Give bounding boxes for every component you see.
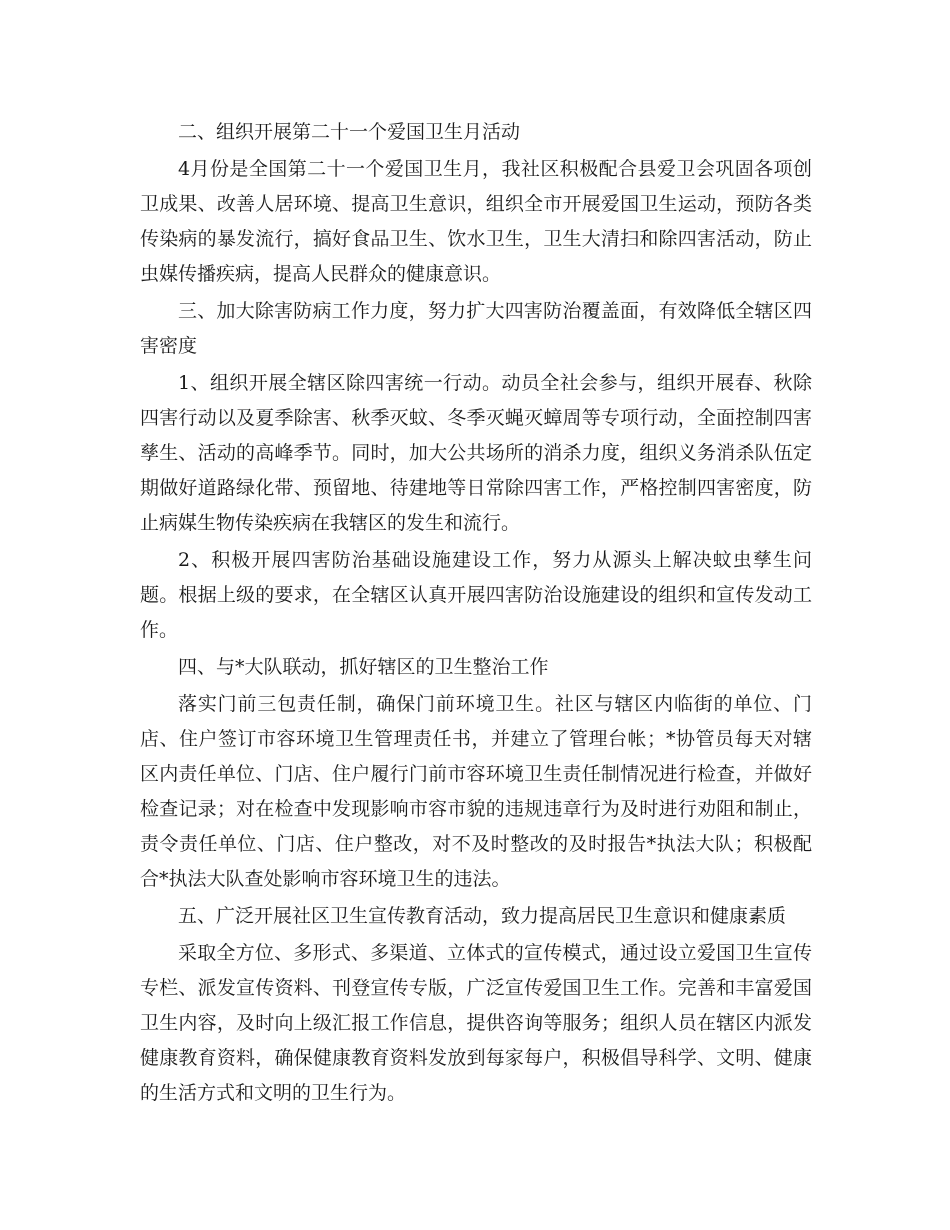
paragraph-item-2: 2、积极开展四害防治基础设施建设工作，努力从源头上解决蚊虫孳生问题。根据上级的要求，在全辖区认真开展四害防治设施建设的组织和宣传发动工作。	[140, 549, 812, 641]
paragraph-publicity: 采取全方位、多形式、多渠道、立体式的宣传模式，通过设立爱国卫生宣传专栏、派发宣传资料、刊登宣传专版，广泛宣传爱国卫生工作。完善和丰富爱国卫生内容，及时向上级汇报工作信息，提供咨询等服务；组织人员在辖区内派发健康教育资料，确保健康教育资料发放到每家每户，积极倡导科学、文明、健康的生活方式和文明的卫生行为。	[140, 942, 812, 1104]
paragraph-responsibility: 落实门前三包责任制，确保门前环境卫生。社区与辖区内临街的单位、门店、住户签订市容环境卫生管理责任书，并建立了管理台帐；*协管员每天对辖区内责任单位、门店、住户履行门前市容环境卫生责任制情况进行检查，并做好检查记录；对在检查中发现影响市容市貌的违规违章行为及时进行劝阻和制止，责令责任单位、门店、住户整改，对不及时整改的及时报告*执法大队；积极配合*执法大队查处影响市容环境卫生的违法。	[140, 693, 812, 890]
paragraph-item-1: 1、组织开展全辖区除四害统一行动。动员全社会参与，组织开展春、秋除四害行动以及夏季除害、秋季灭蚊、冬季灭蝇灭蟑周等专项行动，全面控制四害孳生、活动的高峰季节。同时，加大公共场所的消杀力度，组织义务消杀队伍定期做好道路绿化带、预留地、待建地等日常除四害工作，严格控制四害密度，防止病媒生物传染疾病在我辖区的发生和流行。	[140, 372, 812, 534]
section-heading-5: 五、广泛开展社区卫生宣传教育活动，致力提高居民卫生意识和健康素质	[178, 905, 787, 927]
paragraph-health-month: 4月份是全国第二十一个爱国卫生月，我社区积极配合县爱卫会巩固各项创卫成果、改善人居环境、提高卫生意识，组织全市开展爱国卫生运动，预防各类传染病的暴发流行，搞好食品卫生、饮水卫生，卫生大清扫和除四害活动，防止虫媒传播疾病，提高人民群众的健康意识。	[140, 158, 812, 285]
document-body	[140, 115, 812, 1113]
section-heading-2: 二、组织开展第二十一个爱国卫生月活动	[178, 121, 521, 143]
section-heading-3: 三、加大除害防病工作力度，努力扩大四害防治覆盖面，有效降低全辖区四害密度	[140, 300, 812, 357]
section-heading-4: 四、与*大队联动，抓好辖区的卫生整治工作	[178, 656, 549, 678]
